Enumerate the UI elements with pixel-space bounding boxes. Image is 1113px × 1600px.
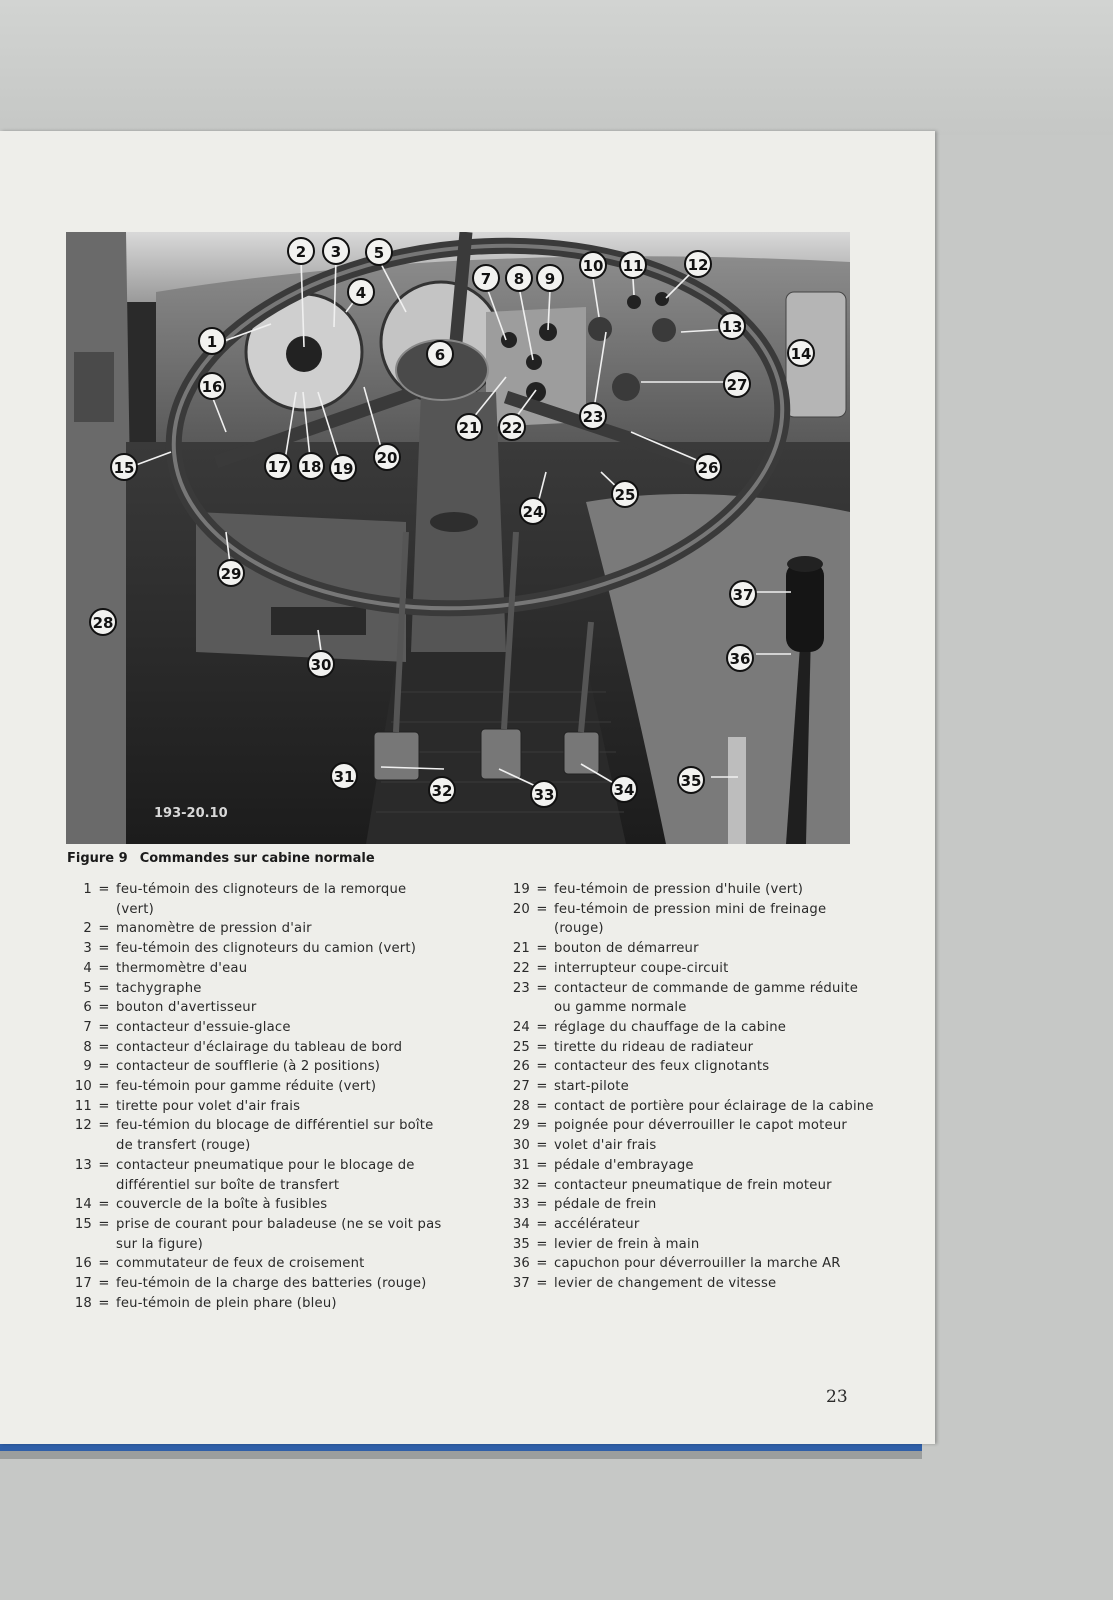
legend-description: manomètre de pression d'air [116,921,312,937]
legend-number: 10 [74,1079,92,1095]
legend-item-5 [64,979,444,999]
legend-number: 27 [512,1079,530,1095]
legend-description: contact de portière pour éclairage de la cabine [554,1098,874,1114]
callout-number: 13 [721,318,743,336]
callout-21 [456,414,482,440]
callout-number: 1 [206,333,218,351]
callout-number: 3 [330,243,342,261]
legend-equals: = [98,1256,110,1272]
legend-description: contacteur pneumatique de frein moteur [554,1177,832,1193]
callout-number: 32 [431,782,453,800]
legend-equals: = [98,1157,110,1173]
legend-column-right [502,880,874,1294]
callout-10 [580,252,606,278]
legend-description: bouton d'avertisseur [116,1000,257,1016]
legend-number: 6 [83,1000,92,1016]
callout-29 [218,560,244,586]
legend-number: 14 [74,1197,92,1213]
callout-28 [90,609,116,635]
legend-number: 31 [512,1157,530,1173]
legend-number: 36 [512,1256,530,1272]
callout-16 [199,373,225,399]
legend-description: commutateur de feux de croisement [116,1256,365,1272]
legend-number: 25 [512,1039,530,1055]
legend-number: 34 [512,1216,530,1232]
callout-number: 9 [544,270,556,288]
legend-equals: = [536,901,548,917]
page-number: 23 [826,1387,848,1407]
callout-number: 22 [501,419,523,437]
legend-description: accélérateur [554,1216,640,1232]
legend-item-12 [64,1116,444,1155]
legend-equals: = [98,980,110,996]
legend-description: levier de frein à main [554,1236,700,1252]
callout-3 [323,238,349,264]
callout-number: 33 [533,786,555,804]
legend-item-19 [502,880,874,900]
legend-description: pédale d'embrayage [554,1157,694,1173]
legend-description: contacteur de soufflerie (à 2 positions) [116,1059,381,1075]
legend-number: 32 [512,1177,530,1193]
legend-number: 5 [83,980,92,996]
callout-number: 37 [732,586,754,604]
legend-description: feu-témoin de pression mini de freinage (rouge) [554,901,827,937]
legend-number: 35 [512,1236,530,1252]
legend-description: start-pilote [554,1079,629,1095]
callout-number: 26 [697,459,719,477]
legend-description: interrupteur coupe-circuit [554,960,729,976]
legend-number: 13 [74,1157,92,1173]
legend-number: 19 [512,882,530,897]
callout-4 [348,279,374,305]
legend-item-3 [64,939,444,959]
callout-35 [678,767,704,793]
legend-item-29 [502,1116,874,1136]
hand-brake-lever [728,737,746,844]
legend-number: 24 [512,1019,530,1035]
legend-item-15 [64,1215,444,1254]
legend-number: 26 [512,1059,530,1075]
legend-item-36 [502,1254,874,1274]
callout-14 [788,340,814,366]
legend-equals: = [98,1000,110,1016]
legend-number: 29 [512,1118,530,1134]
callout-number: 23 [582,408,604,426]
legend-item-34 [502,1215,874,1235]
callout-number: 8 [513,270,525,288]
callout-37 [730,581,756,607]
legend-description: contacteur des feux clignotants [554,1059,770,1075]
legend-description: tirette pour volet d'air frais [116,1098,301,1114]
legend-number: 30 [512,1138,530,1154]
legend-equals: = [536,1276,548,1292]
legend-description: feu-témoin des clignoteurs du camion (vert) [116,941,417,957]
legend-item-16 [64,1254,444,1274]
legend-equals: = [98,1276,110,1292]
callout-number: 20 [376,449,398,467]
legend-description: pédale de frein [554,1197,657,1213]
callout-13 [719,313,745,339]
legend-equals: = [98,1098,110,1114]
callout-number: 16 [201,378,223,396]
legend-equals: = [98,1059,110,1075]
background-top [0,0,1113,135]
legend-equals: = [536,1177,548,1193]
callout-number: 6 [434,346,446,364]
legend-number: 7 [83,1019,92,1035]
legend-number: 4 [83,960,92,976]
callout-number: 21 [458,419,480,437]
callout-8 [506,265,532,291]
legend-description: contacteur d'éclairage du tableau de bord [116,1039,403,1055]
callout-number: 4 [355,284,367,302]
legend-equals: = [98,1019,110,1035]
legend-description: prise de courant pour baladeuse (ne se voit pas sur la figure) [116,1216,442,1252]
legend-equals: = [536,1197,548,1213]
legend-description: feu-témoin de pression d'huile (vert) [554,882,804,897]
legend-equals: = [536,1256,548,1272]
legend-equals: = [536,1118,548,1134]
legend-item-17 [64,1274,444,1294]
callout-20 [374,444,400,470]
legend-equals: = [98,1216,110,1232]
legend-column-left [64,880,444,1313]
callout-31 [331,763,357,789]
legend-equals: = [98,960,110,976]
callout-number: 29 [220,565,242,583]
legend-item-25 [502,1038,874,1058]
legend-item-30 [502,1136,874,1156]
callout-27 [724,371,750,397]
legend-equals: = [98,1079,110,1095]
callout-number: 2 [295,243,307,261]
callout-24 [520,498,546,524]
legend-description: poignée pour déverrouiller le capot moteur [554,1118,848,1134]
legend-item-10 [64,1077,444,1097]
callout-number: 27 [726,376,748,394]
figure-label: Figure 9 [67,851,128,866]
legend-description: contacteur d'essuie-glace [116,1019,291,1035]
callout-1 [199,328,225,354]
callout-22 [499,414,525,440]
legend-number: 12 [74,1118,92,1134]
callout-25 [612,481,638,507]
callout-number: 5 [373,244,385,262]
legend-equals: = [98,1039,110,1055]
legend-equals: = [536,882,548,897]
callout-17 [265,453,291,479]
legend-item-18 [64,1294,444,1314]
callout-36 [727,645,753,671]
legend-description: tachygraphe [116,980,202,996]
callout-number: 14 [790,345,812,363]
callout-26 [695,454,721,480]
legend-number: 28 [512,1098,530,1114]
legend-equals: = [536,941,548,957]
accelerator-pedal [564,732,599,774]
legend-description: feu-témion du blocage de différentiel sur boîte de transfert (rouge) [116,1118,434,1154]
callout-number: 31 [333,768,355,786]
legend-item-6 [64,998,444,1018]
dashboard-illustration [66,232,850,844]
dashboard-photo [66,232,850,844]
legend-equals: = [536,1236,548,1252]
legend-description: contacteur pneumatique pour le blocage de différentiel sur boîte de transfert [116,1157,415,1193]
callout-number: 36 [729,650,751,668]
callout-number: 10 [582,257,604,275]
callout-19 [330,455,356,481]
legend-number: 9 [83,1059,92,1075]
callout-number: 30 [310,656,332,674]
legend-item-22 [502,959,874,979]
legend-description: thermomètre d'eau [116,960,248,976]
legend-equals: = [536,1079,548,1095]
callout-number: 15 [113,459,135,477]
book-shadow [0,1451,922,1459]
legend-number: 21 [512,941,530,957]
legend-item-32 [502,1176,874,1196]
callout-6 [427,341,453,367]
door-frame [66,232,136,844]
legend-item-31 [502,1156,874,1176]
legend-description: réglage du chauffage de la cabine [554,1019,787,1035]
callout-11 [620,252,646,278]
callout-34 [611,776,637,802]
legend-item-24 [502,1018,874,1038]
legend-number: 23 [512,980,530,996]
photo-code: 193-20.10 [154,806,228,821]
legend-description: feu-témoin de plein phare (bleu) [116,1295,337,1311]
legend-item-2 [64,919,444,939]
legend-item-33 [502,1195,874,1215]
legend-item-20 [502,900,874,939]
legend-item-35 [502,1235,874,1255]
legend-item-4 [64,959,444,979]
legend-item-28 [502,1097,874,1117]
legend-item-26 [502,1057,874,1077]
callout-number: 28 [92,614,114,632]
book-cover-edge [0,1443,922,1451]
legend-number: 22 [512,960,530,976]
legend-item-23 [502,979,874,1018]
callout-7 [473,265,499,291]
clutch-pedal [374,732,419,780]
figure-title: Commandes sur cabine normale [139,851,375,866]
callout-23 [580,403,606,429]
legend-item-13 [64,1156,444,1195]
legend-equals: = [536,1157,548,1173]
legend-item-7 [64,1018,444,1038]
callout-5 [366,239,392,265]
callout-number: 35 [680,772,702,790]
legend-number: 15 [74,1216,92,1232]
legend-equals: = [536,1098,548,1114]
legend-item-37 [502,1274,874,1294]
callout-number: 34 [613,781,635,799]
legend-item-9 [64,1057,444,1077]
legend-equals: = [98,1118,110,1134]
callout-12 [685,251,711,277]
legend-description: feu-témoin des clignoteurs de la remorque (vert) [116,882,407,917]
legend-equals: = [536,980,548,996]
legend-equals: = [98,882,110,897]
legend-item-1 [64,880,444,919]
callout-number: 25 [614,486,636,504]
figure-caption [67,851,375,866]
callout-2 [288,238,314,264]
legend-item-27 [502,1077,874,1097]
legend-number: 33 [512,1197,530,1213]
legend-number: 8 [83,1039,92,1055]
legend-number: 20 [512,901,530,917]
legend-equals: = [98,1197,110,1213]
brake-pedal [481,729,521,779]
legend-equals: = [536,1039,548,1055]
callout-number: 11 [622,257,644,275]
callout-18 [298,453,324,479]
callout-9 [537,265,563,291]
callout-15 [111,454,137,480]
legend-equals: = [536,1019,548,1035]
legend-description: feu-témoin pour gamme réduite (vert) [116,1079,377,1095]
callout-number: 12 [687,256,709,274]
legend-description: tirette du rideau de radiateur [554,1039,754,1055]
legend-equals: = [536,1059,548,1075]
legend-item-14 [64,1195,444,1215]
legend-number: 2 [83,921,92,937]
legend-description: couvercle de la boîte à fusibles [116,1197,328,1213]
legend-item-8 [64,1038,444,1058]
legend-equals: = [536,1138,548,1154]
callout-number: 19 [332,460,354,478]
legend-item-21 [502,939,874,959]
legend-number: 1 [83,882,92,897]
callout-number: 7 [480,270,492,288]
legend-number: 17 [74,1276,92,1292]
callout-number: 18 [300,458,322,476]
legend-number: 11 [74,1098,92,1114]
legend-description: levier de changement de vitesse [554,1276,777,1292]
legend-equals: = [98,1295,110,1311]
callout-number: 24 [522,503,544,521]
legend-description: bouton de démarreur [554,941,699,957]
legend-description: contacteur de commande de gamme réduite ou gamme normale [554,980,859,1016]
legend-equals: = [98,921,110,937]
legend-description: capuchon pour déverrouiller la marche AR [554,1256,841,1272]
legend-number: 16 [74,1256,92,1272]
callout-number: 17 [267,458,289,476]
legend-item-11 [64,1097,444,1117]
legend-description: feu-témoin de la charge des batteries (rouge) [116,1276,427,1292]
legend-number: 37 [512,1276,530,1292]
legend-number: 3 [83,941,92,957]
legend-equals: = [536,1216,548,1232]
legend-description: volet d'air frais [554,1138,657,1154]
legend-equals: = [98,941,110,957]
callout-32 [429,777,455,803]
callout-33 [531,781,557,807]
legend-number: 18 [74,1295,92,1311]
legend-equals: = [536,960,548,976]
callout-30 [308,651,334,677]
